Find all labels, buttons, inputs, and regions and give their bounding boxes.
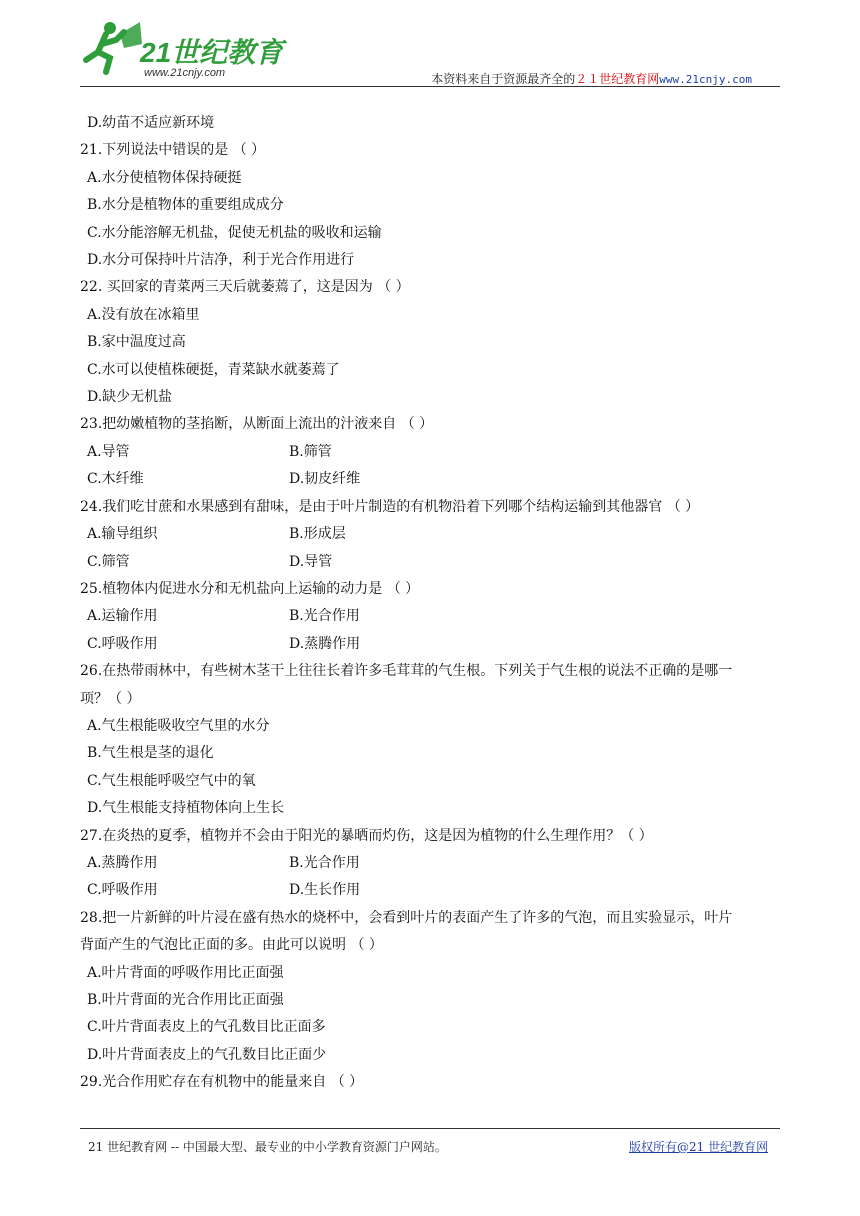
option-text: A.水分使植物体保持硬挺	[87, 169, 242, 186]
option-text: A.输导组织	[87, 526, 158, 543]
option-text: D.缺少无机盐	[87, 389, 173, 406]
option-text: B.家中温度过高	[87, 334, 186, 351]
option-text: A.叶片背面的呼吸作用比正面强	[87, 964, 284, 981]
option-text: C.木纤维	[87, 471, 144, 488]
footer-left-text: 21 世纪教育网 -- 中国最大型、最专业的中小学教育资源门户网站。	[88, 1140, 447, 1154]
logo-text: 21世纪教育	[140, 37, 284, 68]
option-row	[80, 466, 780, 493]
site-logo	[80, 14, 290, 84]
question-text: 24.我们吃甘蔗和水果感到有甜味，是由于叶片制造的有机物沿着下列哪个结构运输到其他器官 （ ）	[80, 498, 700, 515]
option-text: C.水可以使植株硬挺，青菜缺水就萎蔫了	[87, 361, 340, 378]
header-source-text	[431, 70, 752, 87]
question-text: 26.在热带雨林中，有些树木茎干上往往长着许多毛茸茸的气生根。下列关于气生根的说法不正确的是哪一	[80, 663, 733, 680]
option-text: B.形成层	[289, 526, 346, 543]
header-divider	[80, 86, 780, 87]
option-text: D.叶片背面表皮上的气孔数目比正面少	[87, 1046, 327, 1063]
option-row	[80, 439, 780, 466]
option-row	[80, 521, 780, 548]
logo-url: www.21cnjy.com	[144, 67, 226, 79]
option-text: A.气生根能吸收空气里的水分	[87, 717, 270, 734]
question-text: 背面产生的气泡比正面的多。由此可以说明 （ ）	[80, 937, 383, 954]
document-body	[80, 110, 780, 1097]
option-text: C.呼吸作用	[87, 882, 158, 899]
question-text: 25.植物体内促进水分和无机盐向上运输的动力是 （ ）	[80, 580, 420, 597]
question-text: 29.光合作用贮存在有机物中的能量来自 （ ）	[80, 1074, 364, 1091]
option-text: A.没有放在冰箱里	[87, 306, 200, 323]
option-text: D.韧皮纤维	[289, 471, 361, 488]
option-text: D.水分可保持叶片洁净，利于光合作用进行	[87, 252, 355, 269]
option-text: D.生长作用	[289, 882, 361, 899]
question-text: 23.把幼嫩植物的茎掐断，从断面上流出的汁液来自 （ ）	[80, 416, 434, 433]
header-url[interactable]: www.21cnjy.com	[659, 73, 752, 86]
option-text: D.幼苗不适应新环境	[87, 115, 215, 131]
option-text: D.导管	[289, 553, 333, 570]
question-text: 项？（ ）	[80, 690, 141, 707]
option-text: B.光合作用	[289, 608, 360, 625]
option-text: A.蒸腾作用	[87, 854, 158, 871]
option-row	[80, 631, 780, 658]
option-text: A.运输作用	[87, 608, 158, 625]
option-text: A.导管	[87, 443, 130, 460]
option-text: D.蒸腾作用	[289, 635, 361, 652]
option-text: C.水分能溶解无机盐，促使无机盐的吸收和运输	[87, 224, 382, 241]
option-text: B.气生根是茎的退化	[87, 745, 214, 762]
page-header	[80, 14, 780, 86]
option-row	[80, 549, 780, 576]
question-text: 21.下列说法中错误的是 （ ）	[80, 142, 266, 159]
option-row	[80, 877, 780, 904]
header-brand: ２１世纪教育网	[575, 72, 660, 86]
question-text: 22. 买回家的青菜两三天后就萎蔫了，这是因为 （ ）	[80, 279, 410, 296]
option-text: B.光合作用	[289, 854, 360, 871]
option-text: D.气生根能支持植物体向上生长	[87, 800, 285, 817]
option-text: C.呼吸作用	[87, 635, 158, 652]
header-source-prefix: 本资料来自于资源最齐全的	[431, 72, 576, 86]
option-text: B.筛管	[289, 443, 332, 460]
option-text: C.气生根能呼吸空气中的氧	[87, 772, 256, 789]
footer-divider	[80, 1128, 780, 1129]
question-text: 28.把一片新鲜的叶片浸在盛有热水的烧杯中，会看到叶片的表面产生了许多的气泡，而且实验显示，叶片	[80, 909, 733, 926]
option-text: C.筛管	[87, 553, 130, 570]
question-text: 27.在炎热的夏季，植物并不会由于阳光的暴晒而灼伤，这是因为植物的什么生理作用？（ ）	[80, 827, 653, 844]
footer-copyright-link[interactable]: 版权所有@21 世纪教育网	[629, 1140, 769, 1154]
option-text: B.叶片背面的光合作用比正面强	[87, 992, 284, 1008]
option-row	[80, 603, 780, 630]
option-text: B.水分是植物体的重要组成成分	[87, 197, 284, 214]
option-text: C.叶片背面表皮上的气孔数目比正面多	[87, 1019, 326, 1036]
option-row	[80, 850, 780, 877]
